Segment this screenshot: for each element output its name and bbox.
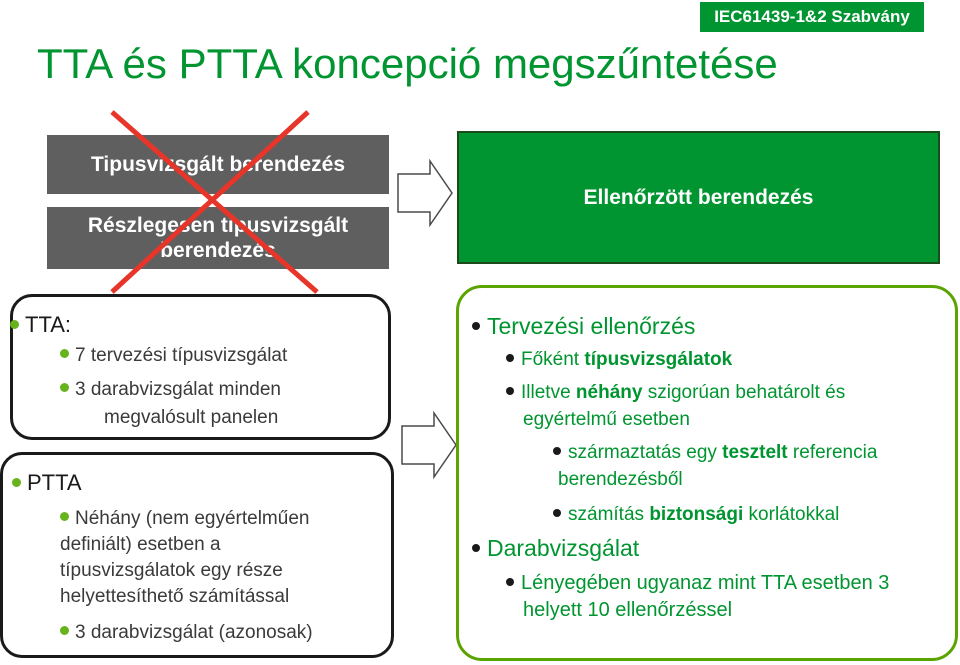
routine-test-item (506, 570, 889, 596)
verification-subitem-1-text-2: berendezésből (558, 469, 683, 490)
partially-type-tested-label-2: berendezés (160, 239, 276, 262)
routine-test-heading (472, 535, 639, 562)
bullet-icon (506, 387, 514, 395)
type-tested-label: Tipusvizsgált berendezés (90, 153, 346, 176)
verification-subitem-1-text-post: referencia (787, 442, 878, 463)
bullet-icon (472, 322, 480, 330)
verification-item-2-text-post: szigorúan behatárolt és (642, 382, 846, 403)
design-verification-heading-text: Tervezési ellenőrzés (487, 313, 696, 339)
tta-item-2 (60, 377, 281, 402)
bullet-icon (553, 447, 561, 455)
verified-assembly-box (457, 131, 940, 264)
routine-test-item-text-1: Lényegében ugyanaz mint TTA esetben 3 (521, 572, 890, 594)
ptta-item-1-text-3: típusvizsgálatok egy része (60, 560, 283, 581)
verification-item-2-text-2: egyértelmű esetben (523, 409, 690, 430)
ptta-item-2 (60, 620, 313, 645)
ptta-item-1-text-1: Néhány (nem egyértelműen (75, 508, 310, 529)
verification-subitem-2 (553, 502, 839, 528)
bullet-icon (472, 544, 480, 552)
bullet-icon (60, 626, 69, 635)
routine-test-heading-text: Darabvizsgálat (487, 535, 640, 561)
tta-item-1-text: 7 tervezési típusvizsgálat (75, 345, 288, 366)
verification-subitem-1 (553, 440, 877, 466)
routine-test-item-text-2: helyett 10 ellenőrzéssel (523, 599, 733, 621)
ptta-heading-text: PTTA (27, 470, 82, 495)
verification-item-2-cont (523, 407, 690, 433)
verification-subitem-1-cont (558, 467, 683, 493)
bullet-icon (553, 509, 561, 517)
page-title: TTA és PTTA koncepció megszűntetése (37, 40, 778, 87)
ptta-item-1-cont-1 (60, 532, 221, 557)
bullet-icon (60, 349, 69, 358)
ptta-item-1-text-2: definiált) esetben a (60, 534, 221, 555)
arrow-right-icon-2 (400, 410, 458, 480)
ptta-item-2-text: 3 darabvizsgálat (azonosak) (75, 622, 313, 643)
bullet-icon (506, 354, 514, 362)
verification-subitem-1-bold: tesztelt (722, 442, 788, 463)
verification-subitem-1-text: származtatás egy (568, 442, 723, 463)
verification-item-1 (506, 347, 732, 373)
standard-badge: IEC61439-1&2 Szabvány (700, 2, 924, 32)
verification-item-2-text: Illetve (521, 382, 576, 403)
verification-item-1-bold: típusvizsgálatok (584, 349, 733, 370)
design-verification-heading (472, 313, 695, 340)
tta-heading-text: TTA: (25, 312, 72, 337)
bullet-icon (10, 320, 19, 329)
ptta-item-1-text-4: helyettesíthető számítással (60, 586, 290, 607)
verification-item-1-text: Főként (521, 349, 585, 370)
arrow-right-icon (396, 158, 454, 228)
bullet-icon (12, 478, 21, 487)
partially-type-tested-label-1: Részlegesen tipusvizsgált (87, 214, 349, 237)
ptta-item-1 (60, 506, 309, 531)
ptta-item-1-cont-2 (60, 558, 283, 583)
tta-item-2-text-1: 3 darabvizsgálat minden (75, 379, 281, 400)
tta-heading (10, 312, 71, 338)
tta-item-2-cont (104, 405, 278, 430)
tta-item-2-text-2: megvalósult panelen (104, 407, 279, 428)
verification-subitem-2-text-post: korlátokkal (743, 504, 840, 525)
verification-subitem-2-bold: biztonsági (649, 504, 744, 525)
bullet-icon (60, 383, 69, 392)
verification-subitem-2-text: számítás (568, 504, 650, 525)
ptta-item-1-cont-3 (60, 584, 289, 609)
routine-test-item-cont (523, 597, 732, 623)
bullet-icon (60, 512, 69, 521)
ptta-heading (12, 470, 82, 496)
bullet-icon (506, 578, 514, 586)
verification-item-2 (506, 380, 845, 406)
tta-item-1 (60, 343, 287, 368)
verification-item-2-bold: néhány (575, 382, 643, 403)
verified-assembly-label: Ellenőrzött berendezés (583, 185, 814, 209)
